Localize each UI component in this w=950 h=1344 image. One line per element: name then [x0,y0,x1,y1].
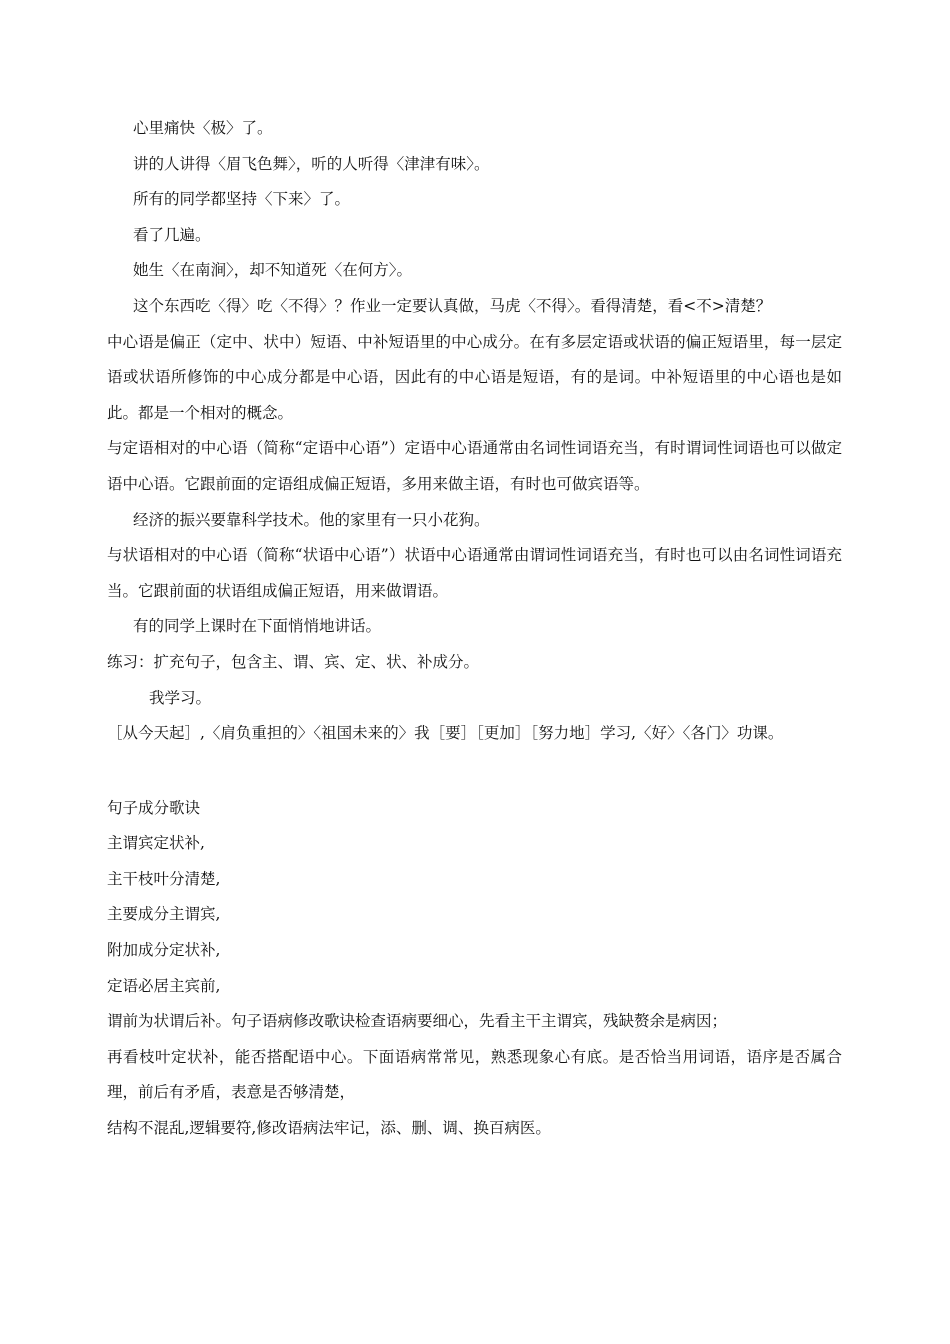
example-line: 看了几遍。 [133,225,211,244]
example-line: 讲的人讲得〈眉飞色舞〉，听的人听得〈津津有味〉。 [133,154,490,173]
rhyme-paragraph: 再看枝叶定状补，能否搭配语中心。下面语病常常见，熟悉现象心有底。是否恰当用词语，语序是否属合理，前后有矛盾，表意是否够清楚， [107,1047,842,1102]
exercise-base-sentence: 我学习。 [149,688,212,707]
exercise-expanded-sentence: ［从今天起］,〈肩负重担的〉〈祖国未来的〉我［要］［更加］［努力地］学习,〈好〉〈各门〉功课。 [107,724,784,743]
document-page [107,111,842,1147]
definition-paragraph: 与状语相对的中心语（简称“状语中心语”）状语中心语通常由谓词性词语充当，有时也可以由名词性词语充当。它跟前面的状语组成偏正短语，用来做谓语。 [107,546,842,600]
example-line: 经济的振兴要靠科学技术。他的家里有一只小花狗。 [133,510,490,529]
rhyme-line: 定语必居主宾前, [107,976,221,995]
example-line: 她生〈在南涧〉，却不知道死〈在何方〉。 [133,261,413,280]
definition-paragraph: 中心语是偏正（定中、状中）短语、中补短语里的中心成分。在有多层定语或状语的偏正短语里，每一层定语或状语所修饰的中心成分都是中心语，因此有的中心语是短语，有的是词。中补短语里的中心语也是如此。都是一个相对的概念。 [107,332,842,422]
rhyme-line: 主干枝叶分清楚, [107,869,221,888]
rhyme-line: 谓前为状谓后补。句子语病修改歌诀检查语病要细心，先看主干主谓宾，残缺赘余是病因； [107,1012,728,1031]
definition-paragraph: 与定语相对的中心语（简称“定语中心语”）定语中心语通常由名词性词语充当，有时谓词性词语也可以做定语中心语。它跟前面的定语组成偏正短语，多用来做主语，有时也可做宾语等。 [107,439,842,493]
rhyme-line: 主谓宾定状补, [107,834,205,853]
rhyme-line: 主要成分主谓宾, [107,905,221,924]
rhyme-title: 句子成分歌诀 [107,798,201,817]
blank-gap [107,752,842,791]
example-line: 这个东西吃〈得〉吃〈不得〉？作业一定要认真做，马虎〈不得〉。看得清楚，看<不>清楚？ [133,296,772,315]
example-line: 有的同学上课时在下面悄悄地讲话。 [133,617,382,636]
rhyme-line: 附加成分定状补, [107,941,221,960]
rhyme-line: 结构不混乱,逻辑要符,修改语病法牢记，添、删、调、换百病医。 [107,1119,551,1138]
example-line: 心里痛快〈极〉了。 [133,119,273,137]
exercise-prompt: 练习：扩充句子，包含主、谓、宾、定、状、补成分。 [107,652,480,671]
example-line: 所有的同学都坚持〈下来〉了。 [133,190,351,209]
